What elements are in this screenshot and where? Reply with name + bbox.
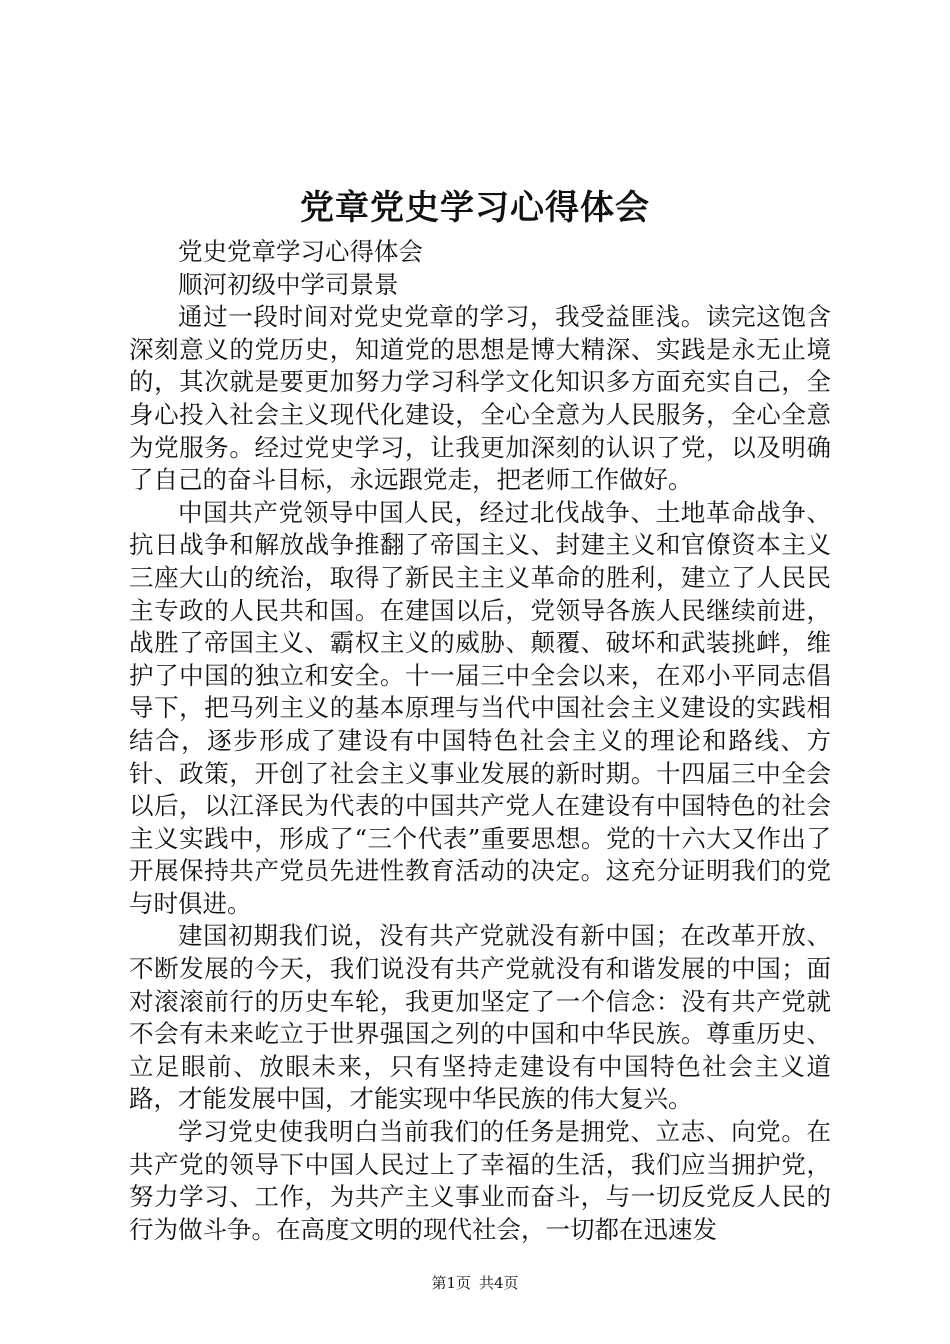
author-paragraph: 顺河初级中学司景景 <box>178 269 399 299</box>
body-paragraph: 建国初期我们说，没有共产党就没有新中国；在改革开放、不断发展的今天，我们说没有共产党就没有和谐发展的中国；面对滚滚前行的历史车轮，我更加坚定了一个信念：没有共产党就不会有未来屹立于世界强国之列的中国和中华民族。尊重历史、立足眼前、放眼未来，只有坚持走建设有中国特色社会主义道路，才能发展中国，才能实现中华民族的伟大复兴。 <box>129 921 831 1114</box>
document-title: 党章党史学习心得体会 <box>300 188 650 228</box>
body-paragraph: 中国共产党领导中国人民，经过北伐战争、土地革命战争、抗日战争和解放战争推翻了帝国主义、封建主义和官僚资本主义三座大山的统治，取得了新民主主义革命的胜利，建立了人民民主专政的人民共和国。在建国以后，党领导各族人民继续前进，战胜了帝国主义、霸权主义的威胁、颠覆、破坏和武装挑衅，维护了中国的独立和安全。十一届三中全会以来，在邓小平同志倡导下，把马列主义的基本原理与当代中国社会主义建设的实践相结合，逐步形成了建设有中国特色社会主义的理论和路线、方针、政策，开创了社会主义事业发展的新时期。十四届三中全会以后，以江泽民为代表的中国共产党人在建设有中国特色的社会主义实践中，形成了“三个代表”重要思想。党的十六大又作出了开展保持共产党员先进性教育活动的决定。这充分证明我们的党与时俱进。 <box>129 497 831 918</box>
body-paragraph: 学习党史使我明白当前我们的任务是拥党、立志、向党。在共产党的领导下中国人民过上了幸福的生活，我们应当拥护党，努力学习、工作，为共产主义事业而奋斗，与一切反党反人民的行为做斗争。在高度文明的现代社会，一切都在迅速发 <box>129 1117 831 1244</box>
page-footer <box>0 1273 950 1293</box>
page-number: 第1页 <box>431 1274 471 1292</box>
page-total: 共4页 <box>479 1274 519 1292</box>
document-body <box>129 236 831 1246</box>
subtitle-paragraph: 党史党章学习心得体会 <box>178 237 423 266</box>
body-paragraph: 通过一段时间对党史党章的学习，我受益匪浅。读完这饱含深刻意义的党历史，知道党的思想是博大精深、实践是永无止境的，其次就是要更加努力学习科学文化知识多方面充实自己，全身心投入社会主义现代化建设，全心全意为人民服务，全心全意为党服务。经过党史学习，让我更加深刻的认识了党，以及明确了自己的奋斗目标，永远跟党走，把老师工作做好。 <box>129 302 831 495</box>
